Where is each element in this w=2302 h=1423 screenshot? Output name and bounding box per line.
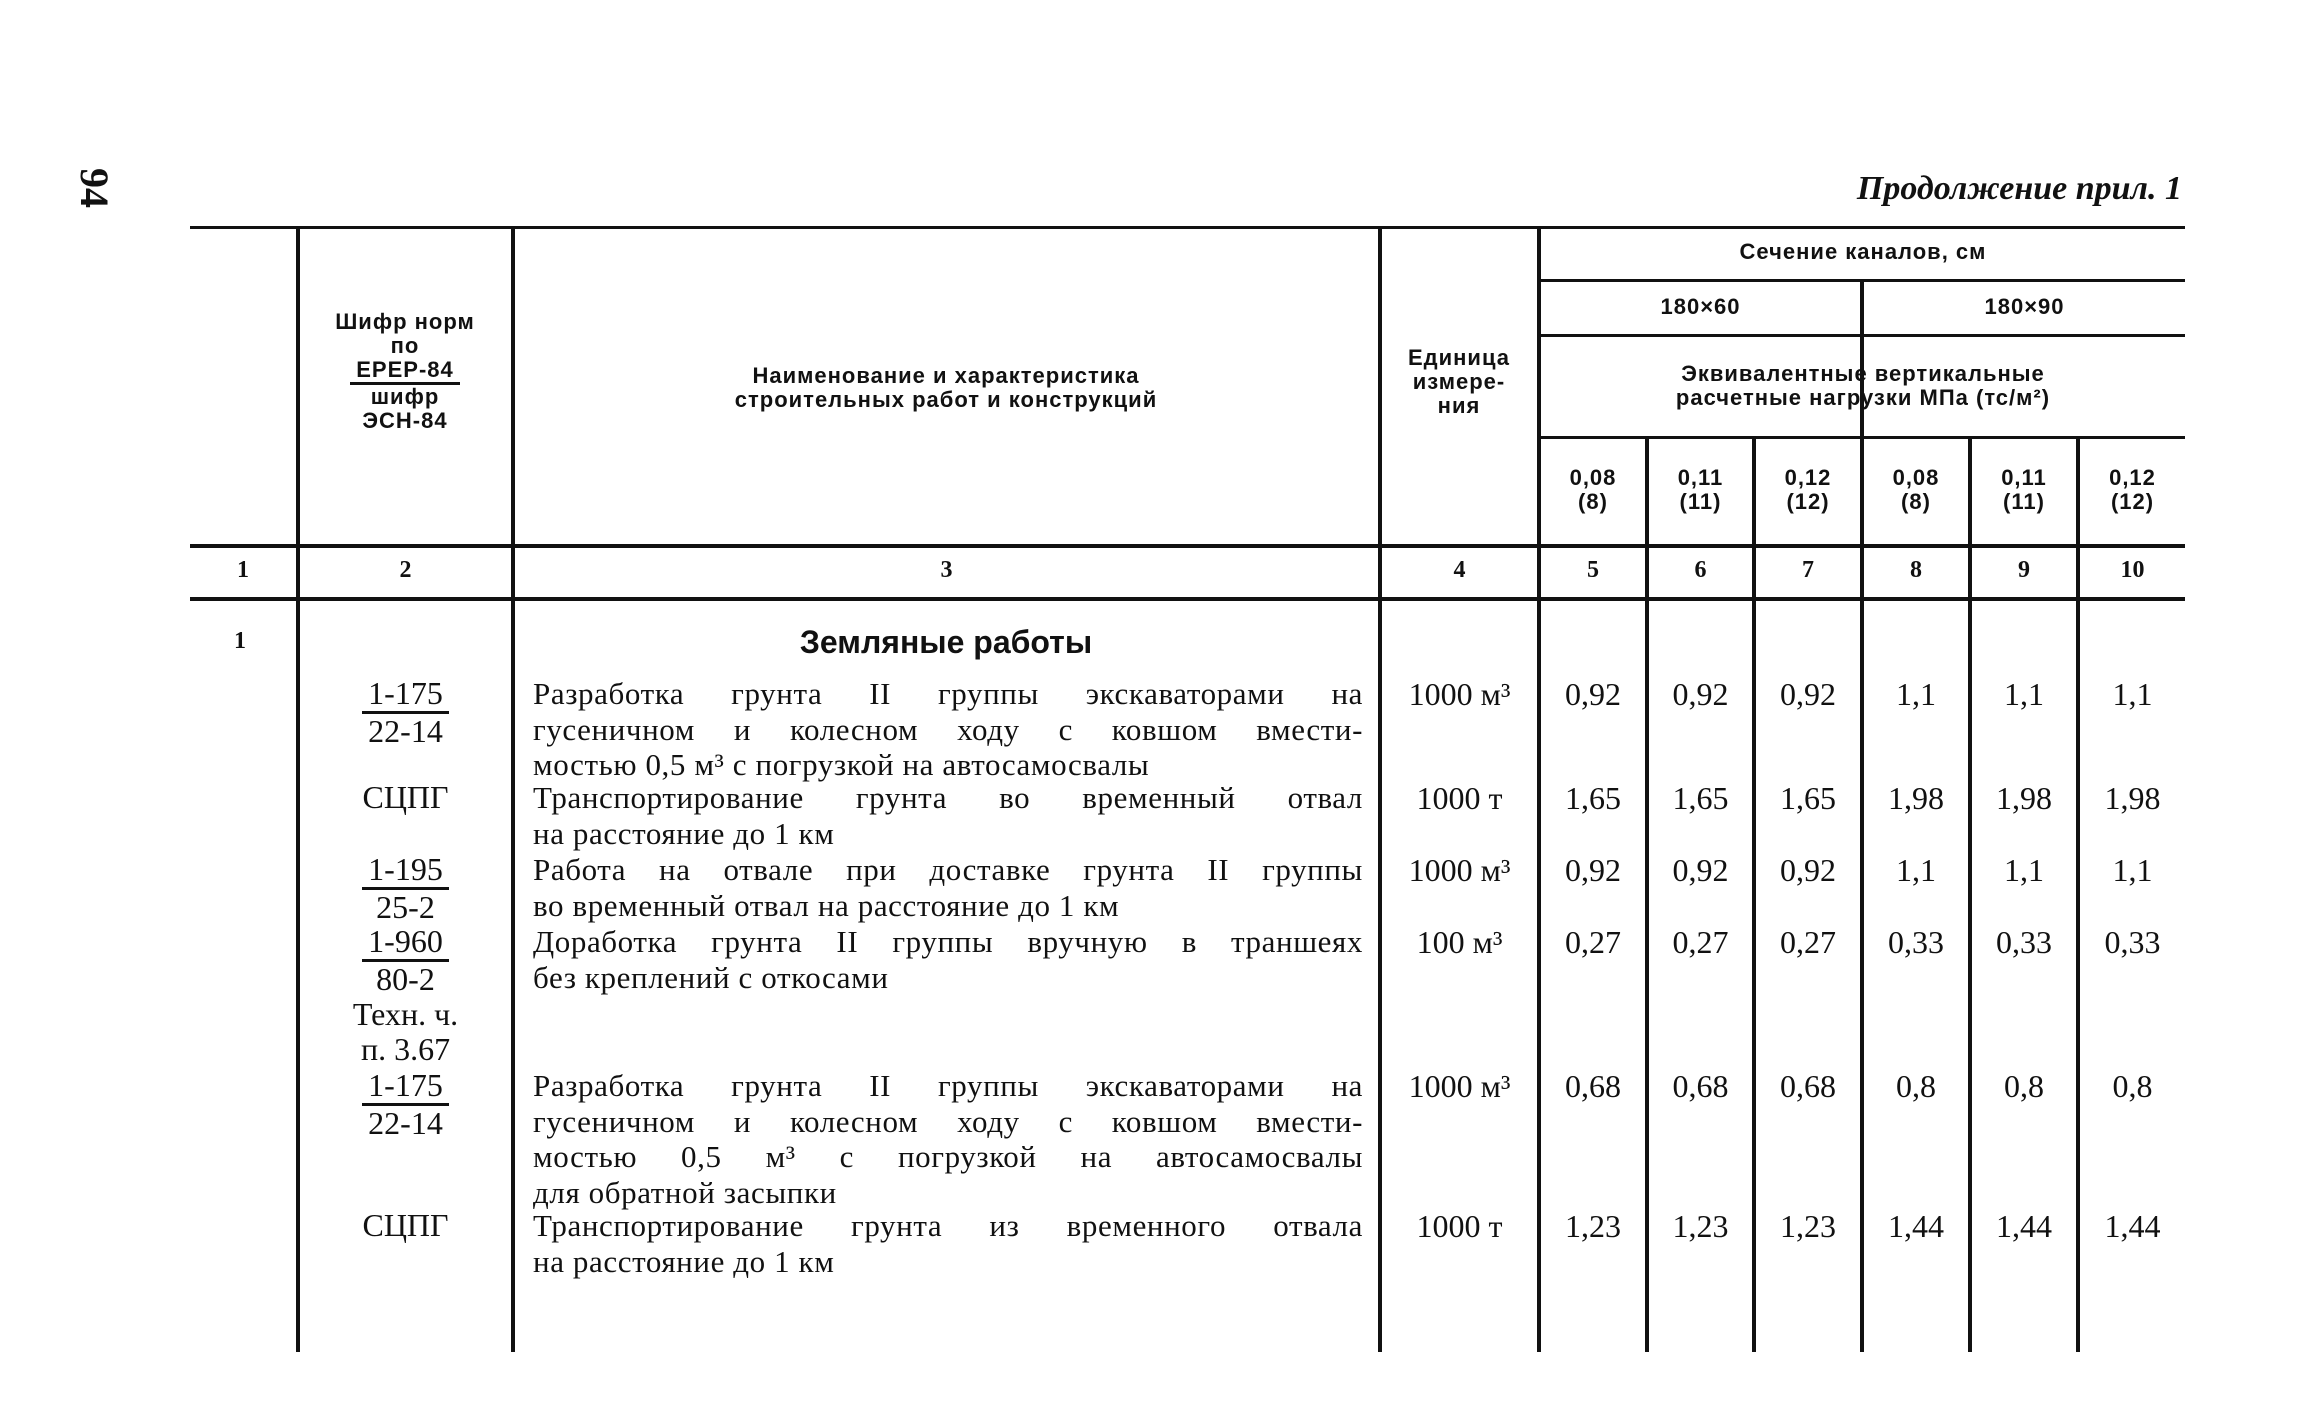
header-load-col-5: 0,08 (8) [1569, 465, 1617, 514]
row-value: 0,33 [1996, 924, 2052, 960]
header-col4: Единица измере- ния [1407, 345, 1510, 418]
row-value: 1,23 [1565, 1208, 1621, 1244]
header-loads: Эквивалентные вертикальные расчетные нагрузки МПа (тс/м²) [1675, 361, 2051, 410]
row-value: 1,65 [1780, 780, 1836, 816]
row-code: 1-195 25-2 [300, 852, 511, 925]
row-value: 1,23 [1780, 1208, 1836, 1244]
row-description: Транспортирование грунта во временный отвал [533, 780, 1363, 815]
row-value: 0,27 [1672, 924, 1729, 960]
colnum-bottom-rule [190, 597, 2185, 601]
row-value: 1,44 [2104, 1208, 2161, 1244]
row-value: 0,33 [2104, 924, 2161, 960]
row-unit: 1000 т [1416, 780, 1503, 816]
row-value: 1,1 [2112, 852, 2153, 888]
row-value: 1,98 [1888, 780, 1944, 816]
column-number-10: 10 [2120, 557, 2145, 583]
header-col3: Наименование и характеристика строительных работ и конструкций [734, 363, 1158, 412]
row-description: во временный отвал на расстояние до 1 км [533, 887, 1120, 923]
header-group2: 180×90 [1984, 294, 2065, 319]
row-value: 0,92 [1780, 676, 1836, 712]
header-load-col-7: 0,12 (12) [1784, 465, 1832, 514]
column-number-4: 4 [1453, 557, 1466, 583]
row-unit: 1000 т [1416, 1208, 1503, 1244]
column-number-7: 7 [1802, 557, 1814, 583]
row-value: 0,92 [1780, 852, 1836, 888]
row-value: 0,68 [1780, 1068, 1836, 1104]
row-value: 1,98 [2104, 780, 2161, 816]
row-description: без креплений с откосами [533, 959, 889, 995]
row-code: 1-175 22-14 [300, 676, 511, 749]
header-section: Сечение каналов, см [1739, 239, 1987, 264]
top-rule [190, 226, 2185, 229]
header-col2: Шифр норм по ЕРЕР-84 шифр ЭСН-84 [335, 309, 475, 433]
page-number: 94 [72, 168, 117, 208]
row-value: 1,65 [1672, 780, 1729, 816]
row-value: 0,8 [2004, 1068, 2044, 1104]
row-value: 1,65 [1565, 780, 1621, 816]
row-value: 0,92 [1565, 852, 1621, 888]
column-number-3: 3 [940, 557, 953, 583]
row-value: 0,68 [1672, 1068, 1729, 1104]
section-title: Земляные работы [799, 624, 1093, 660]
row-description: мостью 0,5 м³ с погрузкой на автосамосвалы [533, 1139, 1363, 1174]
column-number-1: 1 [237, 557, 249, 583]
row-value: 0,8 [2112, 1068, 2153, 1104]
row-value: 0,8 [1896, 1068, 1936, 1104]
row-description: гусеничном и колесном ходу с ковшом вмести- [533, 1103, 1363, 1139]
row-unit: 100 м³ [1416, 924, 1503, 960]
row-value: 0,92 [1565, 676, 1621, 712]
row-description: мостью 0,5 м³ с погрузкой на автосамосвалы [533, 747, 1150, 782]
row-code: 1-175 22-14 [300, 1068, 511, 1141]
column-number-5: 5 [1587, 557, 1599, 583]
column-number-6: 6 [1694, 557, 1707, 583]
row-value: 0,27 [1780, 924, 1836, 960]
row-value: 1,44 [1996, 1208, 2052, 1244]
column-number-9: 9 [2018, 557, 2030, 583]
row-value: 0,92 [1672, 852, 1729, 888]
row-description: Работа на отвале при доставке грунта II группы [533, 852, 1363, 887]
col-divider-7 [1860, 282, 1864, 1352]
row-code: СЦПГ [362, 1207, 449, 1243]
column-number-2: 2 [399, 557, 412, 583]
row-value: 1,1 [1896, 676, 1936, 712]
row-value: 1,1 [2004, 852, 2044, 888]
row-unit: 1000 м³ [1408, 1068, 1511, 1104]
row-value: 1,1 [2004, 676, 2044, 712]
header-load-col-8: 0,08 (8) [1892, 465, 1940, 514]
row-description: Транспортирование грунта из временного отвала [533, 1208, 1363, 1243]
row-index: 1 [234, 628, 246, 654]
row-description: Доработка грунта II группы вручную в траншеях [533, 924, 1363, 959]
row-value: 0,33 [1888, 924, 1944, 960]
row-value: 1,44 [1888, 1208, 1944, 1244]
continuation-label: Продолжение прил. 1 [1856, 170, 2182, 207]
header-bottom-rule [190, 544, 2185, 548]
row-description: Разработка грунта II группы экскаваторами на [533, 676, 1363, 711]
header-group1: 180×60 [1660, 294, 1741, 319]
row-unit: 1000 м³ [1408, 852, 1511, 888]
row-value: 0,27 [1565, 924, 1621, 960]
row-value: 1,23 [1672, 1208, 1729, 1244]
row-value: 1,98 [1996, 780, 2052, 816]
header-load-col-10: 0,12 (12) [2109, 465, 2156, 514]
row-code: СЦПГ [362, 779, 449, 815]
row-unit: 1000 м³ [1408, 676, 1511, 712]
row-value: 0,68 [1565, 1068, 1621, 1104]
row-description: для обратной засыпки [533, 1174, 837, 1210]
row-code: 1-960 80-2 Техн. ч. п. 3.67 [352, 923, 459, 1067]
column-number-8: 8 [1910, 557, 1922, 583]
row-value: 0,92 [1672, 676, 1729, 712]
row-value: 1,1 [2112, 676, 2153, 712]
row-description: на расстояние до 1 км [533, 815, 835, 851]
row-description: гусеничном и колесном ходу с ковшом вмести- [533, 711, 1363, 747]
row-description: Разработка грунта II группы экскаваторами на [533, 1068, 1363, 1103]
row-description: на расстояние до 1 км [533, 1243, 835, 1279]
header-load-col-9: 0,11 (11) [2001, 465, 2047, 514]
header-load-col-6: 0,11 (11) [1677, 465, 1724, 514]
row-value: 1,1 [1896, 852, 1936, 888]
